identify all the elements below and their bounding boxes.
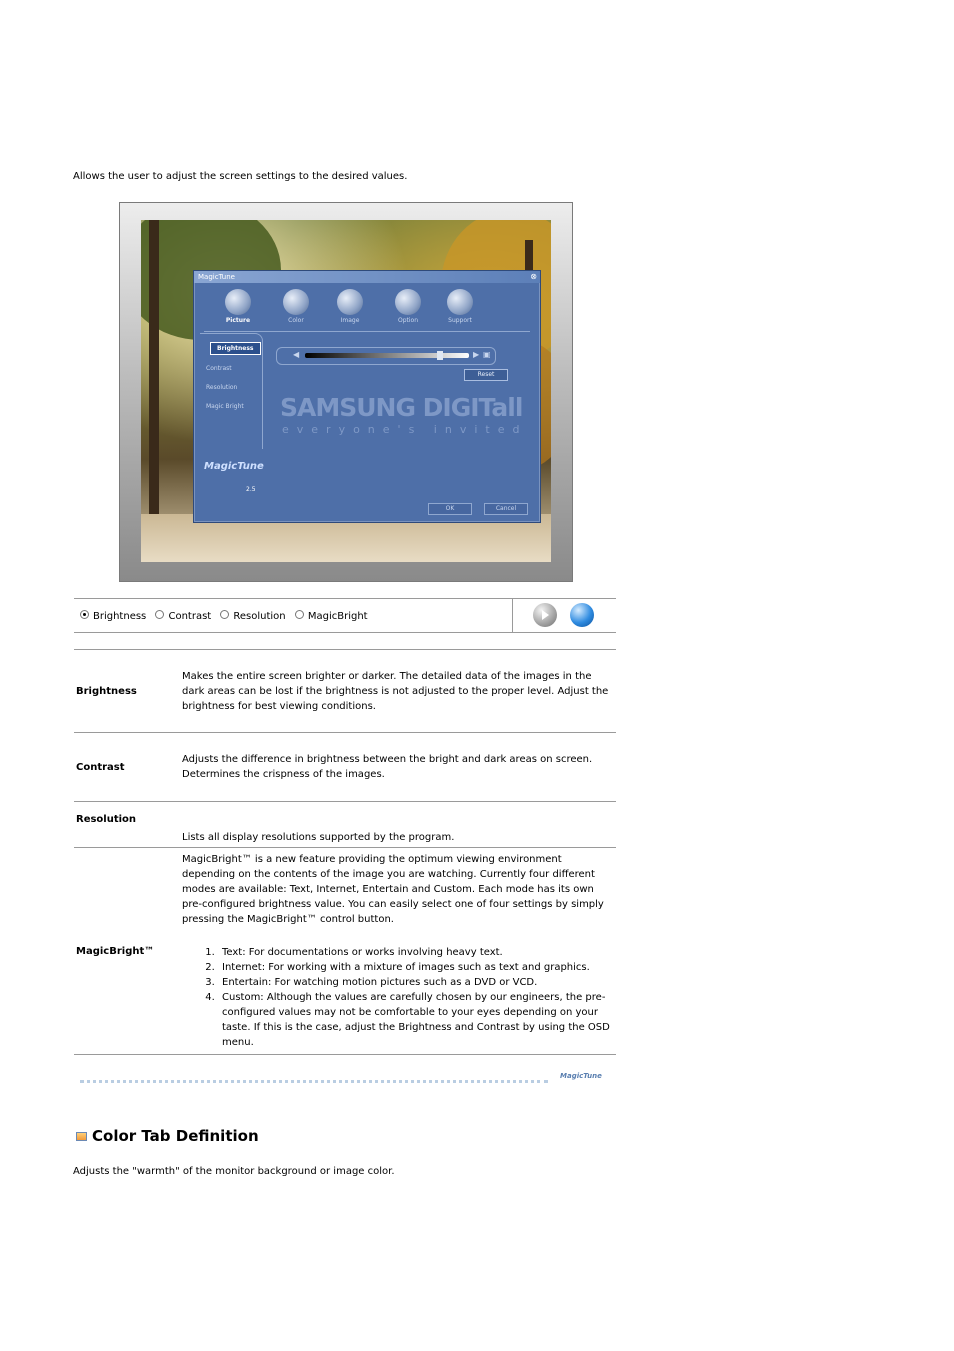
definition-table bbox=[74, 649, 616, 1055]
magicbright-modes bbox=[182, 945, 614, 1050]
play-icon[interactable] bbox=[533, 603, 557, 627]
ok-button[interactable]: OK bbox=[428, 503, 472, 515]
desc-resolution: Lists all display resolutions supported by the program. bbox=[180, 802, 616, 848]
magictune-mini-logo: MagicTune bbox=[560, 1072, 602, 1080]
table-row bbox=[74, 848, 616, 1055]
desc-brightness: Makes the entire screen brighter or darker. The detailed data of the images in the dark areas can be lost if the brightness is not adjusted to the proper level. Adjust the brightness for best viewing conditions. bbox=[180, 650, 616, 733]
term-resolution: Resolution bbox=[74, 802, 180, 848]
desc-contrast: Adjusts the difference in brightness between the bright and dark areas on screen. Determines the crispness of the images. bbox=[180, 733, 616, 802]
magictune-logo: MagicTune bbox=[204, 461, 264, 472]
submenu-contrast[interactable]: Contrast bbox=[206, 365, 232, 372]
radio-contrast[interactable]: Contrast bbox=[155, 611, 211, 622]
paint-tools-icon bbox=[283, 289, 309, 315]
monitor-icon bbox=[225, 289, 251, 315]
arrow-right-icon[interactable]: ▶ bbox=[473, 350, 480, 359]
topic-selector bbox=[74, 598, 616, 633]
desc-magicbright: MagicBright™ is a new feature providing the optimum viewing environment depending on the contents of the image you are watching. Currently four different modes are available: Text, Internet, Entertain and Custom. Each mode has its own pre-configured brightness value. You can easily select one of four settings by simply pressing the MagicBright™ control button. bbox=[182, 854, 604, 925]
value-box-icon: ▣ bbox=[483, 350, 491, 359]
brightness-slider[interactable] bbox=[276, 347, 496, 365]
dotted-divider bbox=[80, 1080, 548, 1083]
picture-submenu bbox=[200, 333, 263, 449]
samsung-logo: SAMSUNG DIGITall bbox=[280, 393, 523, 422]
radio-empty-icon bbox=[220, 610, 229, 619]
slider-thumb[interactable] bbox=[437, 351, 443, 360]
section-title: Color Tab Definition bbox=[92, 1127, 259, 1145]
tab-support[interactable]: Support bbox=[434, 285, 486, 331]
tab-bar bbox=[204, 285, 530, 332]
radio-empty-icon bbox=[155, 610, 164, 619]
reset-button[interactable]: Reset bbox=[464, 369, 508, 381]
radio-magicbright[interactable]: MagicBright bbox=[295, 611, 368, 622]
close-icon[interactable]: ⊗ bbox=[530, 272, 537, 281]
table-row bbox=[74, 802, 616, 848]
term-magicbright: MagicBright™ bbox=[74, 848, 180, 1055]
radio-selected-icon bbox=[80, 610, 89, 619]
rings-icon bbox=[337, 289, 363, 315]
submenu-magic-bright[interactable]: Magic Bright bbox=[206, 403, 244, 410]
list-item: 2. Internet: For working with a mixture of images such as text and graphics. bbox=[218, 960, 614, 975]
version-label: 2.5 bbox=[246, 486, 256, 493]
info-icon bbox=[447, 289, 473, 315]
intro-text: Allows the user to adjust the screen settings to the desired values. bbox=[73, 171, 408, 182]
table-row bbox=[74, 650, 616, 733]
magictune-window bbox=[193, 270, 541, 523]
tab-option[interactable]: Option bbox=[382, 285, 434, 331]
radio-empty-icon bbox=[295, 610, 304, 619]
table-row bbox=[74, 733, 616, 802]
radio-brightness[interactable]: Brightness bbox=[80, 611, 146, 622]
list-item: 4. Custom: Although the values are carefully chosen by our engineers, the pre-configured values may not be comfortable to your eyes depending on your taste. If this is the case, adjust the Brightness and Contrast by using the OSD menu. bbox=[218, 990, 614, 1050]
magictune-screenshot bbox=[119, 202, 573, 582]
arrow-left-icon[interactable]: ◀ bbox=[293, 350, 300, 359]
background-photo bbox=[141, 220, 551, 562]
window-title: MagicTune bbox=[198, 273, 235, 281]
submenu-resolution[interactable]: Resolution bbox=[206, 384, 238, 391]
cancel-button[interactable]: Cancel bbox=[484, 503, 528, 515]
list-item: 3. Entertain: For watching motion pictures such as a DVD or VCD. bbox=[218, 975, 614, 990]
list-item: 1. Text: For documentations or works involving heavy text. bbox=[218, 945, 614, 960]
section-description: Adjusts the "warmth" of the monitor background or image color. bbox=[73, 1166, 395, 1177]
section-bullet-icon bbox=[76, 1132, 87, 1141]
tab-color[interactable]: Color bbox=[270, 285, 322, 331]
radio-resolution[interactable]: Resolution bbox=[220, 611, 285, 622]
tab-image[interactable]: Image bbox=[324, 285, 376, 331]
term-brightness: Brightness bbox=[74, 650, 180, 733]
term-contrast: Contrast bbox=[74, 733, 180, 802]
brand-tagline: everyone's invited bbox=[282, 423, 528, 436]
slider-track[interactable] bbox=[305, 353, 469, 358]
next-sphere-icon[interactable] bbox=[570, 603, 594, 627]
nav-controls bbox=[512, 599, 617, 632]
wrench-icon bbox=[395, 289, 421, 315]
tab-picture[interactable]: Picture bbox=[212, 285, 264, 331]
submenu-brightness[interactable]: Brightness bbox=[210, 342, 261, 355]
